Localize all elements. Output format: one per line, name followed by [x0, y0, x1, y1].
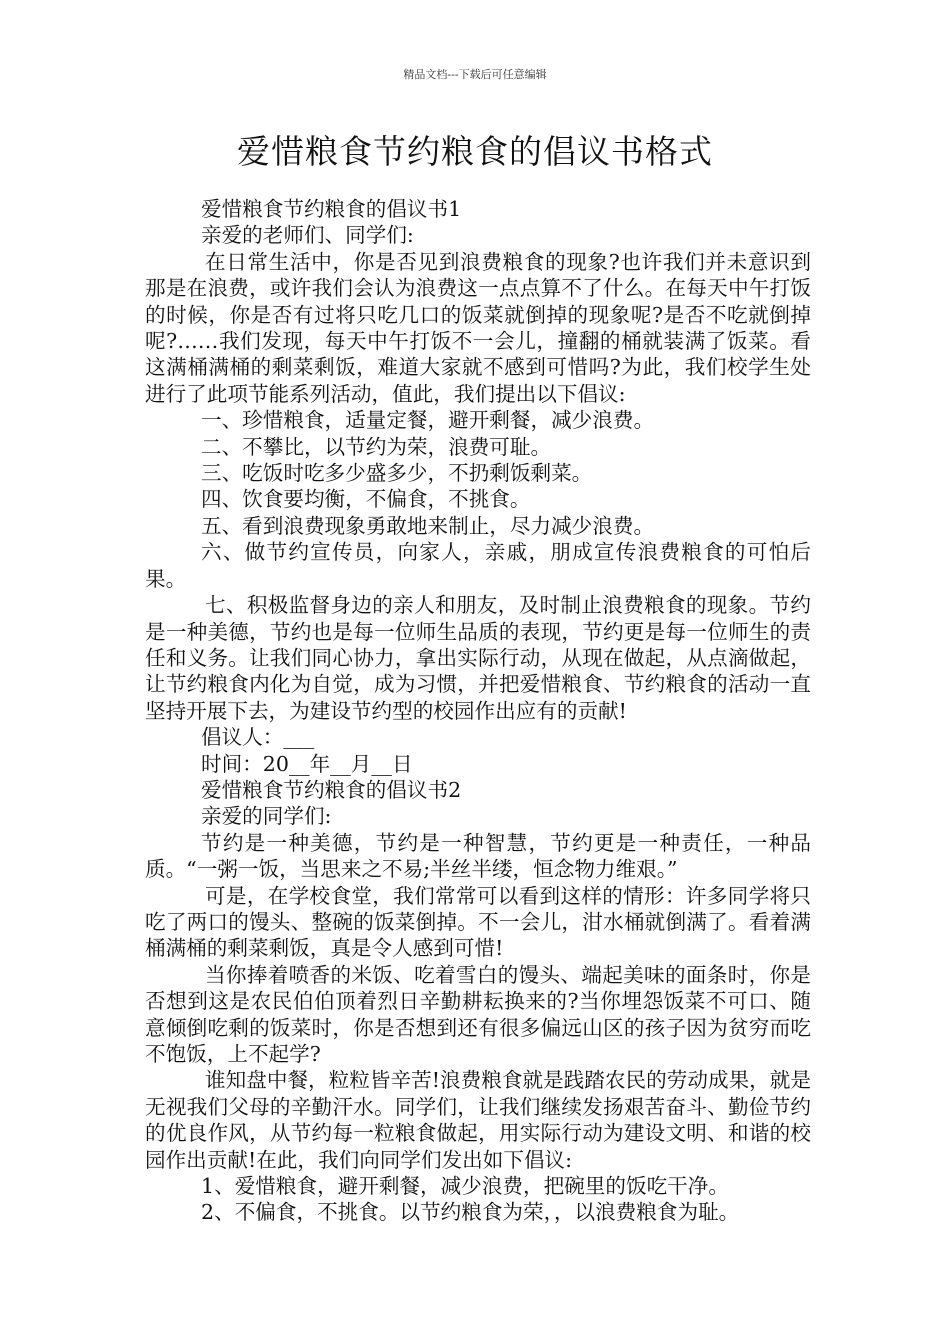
body-paragraph: 谁知盘中餐，粒粒皆辛苦!浪费粮食就是践踏农民的劳动成果，就是无视我们父母的辛勤汗水。同学们，让我们继续发扬艰苦奋斗、勤俭节约的优良作风，从节约每一粒粮食做起，用实际行动为建设文明、和谐的校园作出贡献!在此，我们向同学们发出如下倡议: [145, 1068, 811, 1172]
proposal-item-2: 二、不攀比，以节约为荣，浪费可耻。 [201, 434, 552, 459]
salutation-2: 亲爱的同学们: [201, 804, 332, 829]
proposal-item-3: 三、吃饭时吃多少盛多少，不扔剩饭剩菜。 [201, 461, 593, 486]
date-line: 时间：20__年__月__日 [201, 751, 413, 776]
proposal-item-1: 一、珍惜粮食，适量定餐，避开剩餐，减少浪费。 [201, 408, 655, 433]
body-paragraph: 节约是一种美德，节约是一种智慧，节约更是一种责任，一种品质。“一粥一饭，当思来之不易;半丝半缕，恒念物力维艰。” [145, 830, 811, 882]
proposal-item-b: 2、不偏食，不挑食。以节约粮食为荣，，以浪费粮食为耻。 [201, 1200, 740, 1225]
header-note: 精品文档---下载后可任意编辑 [403, 68, 547, 81]
body-paragraph: 当你捧着喷香的米饭、吃着雪白的馒头、端起美味的面条时，你是否想到这是农民伯伯顶着烈日辛勤耕耘换来的?当你埋怨饭菜不可口、随意倾倒吃剩的饭菜时，你是否想到还有很多偏远山区的孩子因为贫穷而吃不饱饭，上不起学? [145, 962, 811, 1066]
body-paragraph: 在日常生活中，你是否见到浪费粮食的现象?也许我们并未意识到那是在浪费，或许我们会认为浪费这一点点算不了什么。在每天中午打饭的时候，你是否有过将只吃几口的饭菜就倒掉的现象呢?是否不吃就倒掉呢?……我们发现，每天中午打饭不一会儿，撞翻的桶就装满了饭菜。看这满桶满桶的剩菜剩饭，难道大家就不感到可惜吗?为此，我们校学生处进行了此项节能系列活动，值此，我们提出以下倡议: [145, 249, 811, 406]
document-body [145, 196, 811, 1226]
section-heading-1: 爱惜粮食节约粮食的倡议书1 [201, 197, 462, 221]
proposal-item-5: 五、看到浪费现象勇敢地来制止，尽力减少浪费。 [201, 513, 655, 538]
proposal-item-4: 四、饮食要均衡，不偏食，不挑食。 [201, 487, 531, 512]
proposal-item-a: 1、爱惜粮食，避开剩餐，减少浪费，把碗里的饭吃干净。 [201, 1174, 729, 1199]
salutation-1: 亲爱的老师们、同学们: [201, 223, 414, 248]
section-heading-2: 爱惜粮食节约粮食的倡议书2 [201, 777, 462, 802]
signer-line: 倡议人：___ [201, 725, 315, 750]
document-title: 爱惜粮食节约粮食的倡议书格式 [237, 132, 713, 171]
proposal-item-6: 六、做节约宣传员，向家人，亲戚，朋成宣传浪费粮食的可怕后果。 [145, 540, 811, 591]
body-paragraph: 可是，在学校食堂，我们常常可以看到这样的情形：许多同学将只吃了两口的馒头、整碗的饭菜倒掉。不一会儿，泔水桶就倒满了。看着满桶满桶的剩菜剩饭，真是令人感到可惜! [145, 883, 811, 961]
proposal-item-7: 七、积极监督身边的亲人和朋友，及时制止浪费粮食的现象。节约是一种美德，节约也是每一位师生品质的表现，节约更是每一位师生的责任和义务。让我们同心协力，拿出实际行动，从现在做起，从点滴做起，让节约粮食内化为自觉，成为习惯，并把爱惜粮食、节约粮食的活动一直坚持开展下去，为建设节约型的校园作出应有的贡献! [145, 593, 811, 723]
